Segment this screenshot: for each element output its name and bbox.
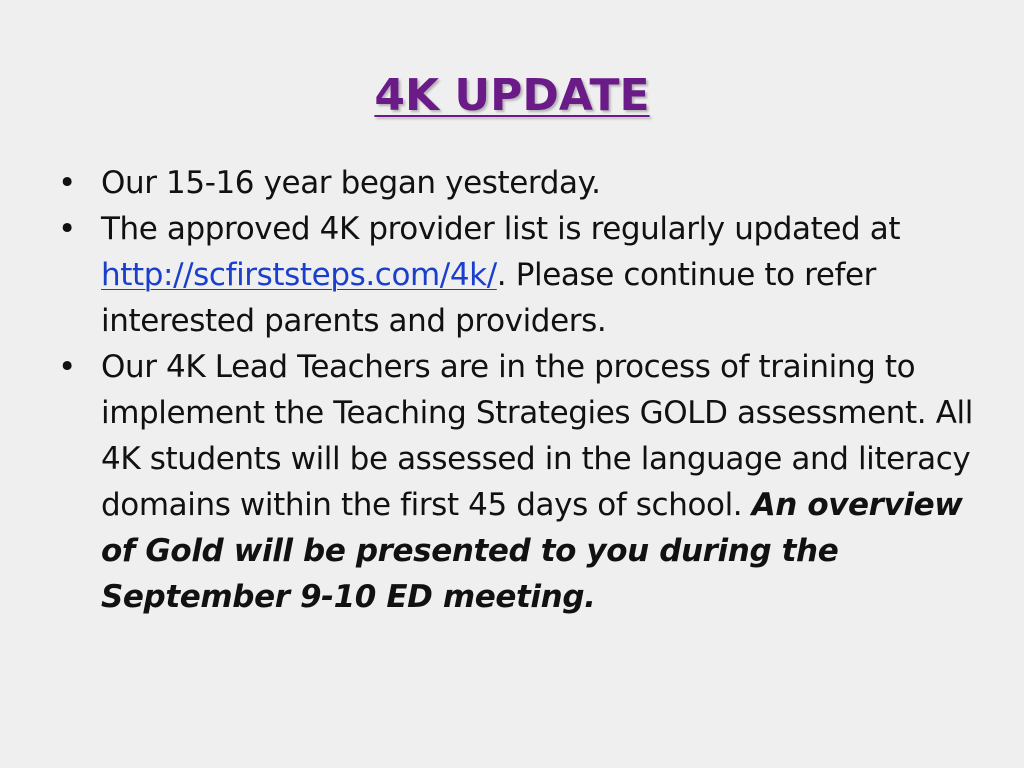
bullet-list — [55, 160, 975, 620]
bullet-item-2 — [55, 206, 975, 344]
slide-title-text: 4K UPDATE — [374, 70, 650, 121]
bullet-text: Our 15-16 year began yesterday. — [101, 165, 601, 201]
bullet-dot-icon: • — [58, 211, 76, 247]
bullet-emphasis-text: An overview of Gold will be presented to you during the September 9-10 ED meeting. — [101, 487, 963, 615]
bullet-item-3 — [55, 344, 975, 620]
slide-title — [0, 68, 1024, 124]
bullet-item-1 — [55, 160, 975, 206]
bullet-text: Our 4K Lead Teachers are in the process of training to implement the Teaching Strategies GOLD assessment. All 4K students will be assessed in the language and literacy domains within the first 45 days of school. — [101, 349, 973, 523]
bullet-text-after-link: . Please continue to refer interested parents and providers. — [101, 257, 877, 339]
bullet-text-before-link: The approved 4K provider list is regularly updated at — [101, 211, 901, 247]
bullet-dot-icon: • — [58, 165, 76, 201]
provider-list-link[interactable]: http://scfirststeps.com/4k/ — [101, 257, 497, 293]
bullet-dot-icon: • — [58, 349, 76, 385]
